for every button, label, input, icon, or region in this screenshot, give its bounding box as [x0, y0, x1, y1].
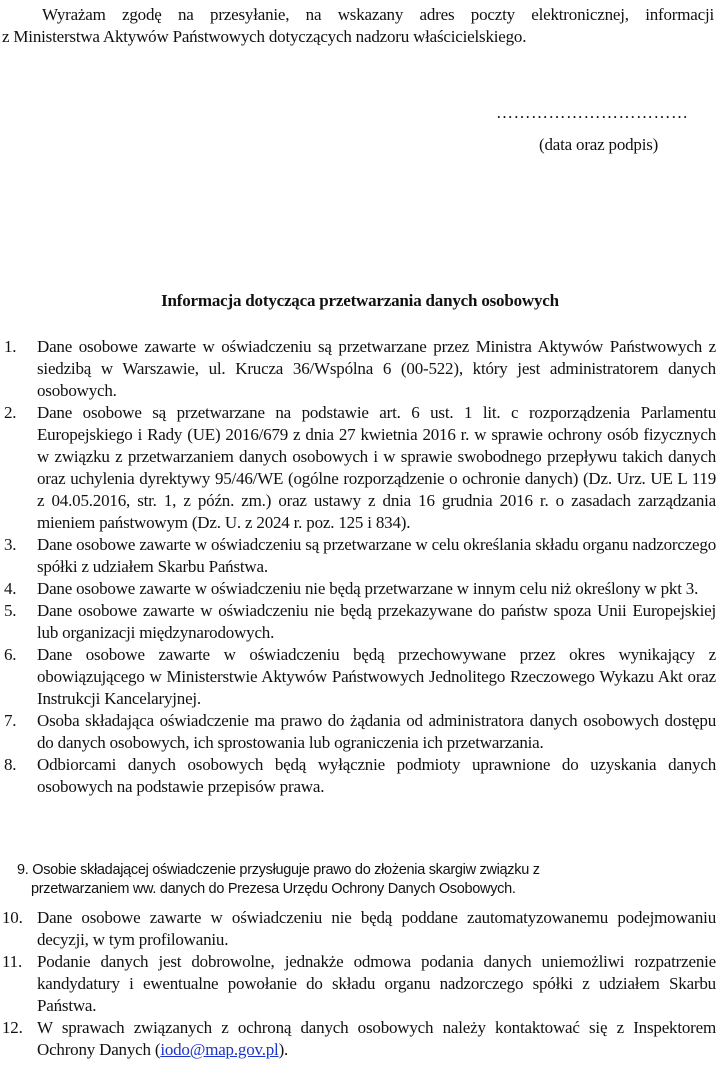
list-number: 10.	[2, 908, 23, 927]
list-item	[0, 600, 716, 644]
list-text: Dane osobowe zawarte w oświadczeniu są przetwarzane w celu określania składu organu nadzorczego spółki z udziałem Skarbu Państwa.	[37, 535, 716, 576]
list-text: Dane osobowe są przetwarzane na podstawie art. 6 ust. 1 lit. c rozporządzenia Parlamentu Europejskiego i Rady (UE) 2016/679 z dnia 27 kwietnia 2016 r. w sprawie ochrony osób fizycznych w związku z przetwarzaniem danych osobowych i w sprawie swobodnego przepływu takich danych oraz uchylenia dyrektywy 95/46/WE (ogólne rozporządzenie o ochronie danych) (Dz. Urz. UE L 119 z 04.05.2016, str. 1, z późn. zm.) oraz ustawy z dnia 16 grudnia 2016 r. o zasadach zarządzania mieniem państwowym (Dz. U. z 2024 r. poz. 125 i 834).	[37, 403, 716, 532]
consent-line-2: z Ministerstwa Aktywów Państwowych dotyczących nadzoru właścicielskiego.	[2, 27, 527, 46]
list-text: Podanie danych jest dobrowolne, jednakże odmowa podania danych uniemożliwi rozpatrzenie kandydatury i ewentualne powołanie do składu organu nadzorczego spółki z udziałem Skarbu Państwa.	[37, 952, 716, 1015]
list-number: 7.	[4, 711, 17, 730]
list-number: 12.	[2, 1018, 23, 1037]
consent-line-1: Wyrażam zgodę na przesyłanie, na wskazany adres poczty elektronicznej, informacji	[42, 5, 714, 24]
list-item	[0, 578, 716, 600]
numbered-list-10-12	[0, 907, 716, 1061]
list-text: Osoba składająca oświadczenie ma prawo do żądania od administratora danych osobowych dostępu do danych osobowych, ich sprostowania lub ograniczenia ich przetwarzania.	[37, 711, 716, 752]
list-item	[0, 644, 716, 710]
list-item-9	[17, 861, 657, 899]
list-text: Dane osobowe zawarte w oświadczeniu są przetwarzane przez Ministra Aktywów Państwowych z siedzibą w Warszawie, ul. Krucza 36/Wspólna 6 (00-522), który jest administratorem danych osobowych.	[37, 337, 716, 400]
list-item	[0, 336, 716, 402]
list-item	[0, 754, 716, 798]
numbered-list-1-8	[0, 336, 716, 798]
list-text: Odbiorcami danych osobowych będą wyłącznie podmioty uprawnione do uzyskania danych osobowych na podstawie przepisów prawa.	[37, 755, 716, 796]
list-text	[37, 1017, 716, 1061]
list-item	[0, 907, 716, 951]
list-text: Dane osobowe zawarte w oświadczeniu nie będą przekazywane do państw spoza Unii Europejskiej lub organizacji międzynarodowych.	[37, 601, 716, 642]
contact-text-end: ).	[278, 1040, 289, 1059]
section-heading: Informacja dotycząca przetwarzania danych osobowych	[161, 291, 559, 310]
contact-text: W sprawach związanych z ochroną danych osobowych należy kontaktować się z Inspektorem Ochrony Danych (	[37, 1018, 716, 1059]
list-item	[0, 402, 716, 534]
signature-caption: (data oraz podpis)	[539, 135, 659, 154]
list-number: 1.	[4, 337, 17, 356]
list-text: Dane osobowe zawarte w oświadczeniu nie będą przetwarzane w innym celu niż określony w pkt 3.	[37, 579, 699, 598]
list-number: 8.	[4, 755, 17, 774]
consent-statement	[2, 4, 714, 48]
list-number: 5.	[4, 601, 17, 620]
list-item	[0, 534, 716, 578]
list-item-9-line-2: przetwarzaniem ww. danych do Prezesa Urzędu Ochrony Danych Osobowych.	[31, 881, 516, 897]
signature-line: ……………………………	[496, 103, 689, 122]
list-number: 2.	[4, 403, 17, 422]
list-text: Dane osobowe zawarte w oświadczeniu nie będą poddane zautomatyzowanemu podejmowaniu decyzji, w tym profilowaniu.	[37, 908, 716, 949]
list-item	[0, 951, 716, 1017]
list-number: 4.	[4, 579, 17, 598]
list-item	[0, 710, 716, 754]
list-item-9-line-1: 9. Osobie składającej oświadczenie przysługuje prawo do złożenia skargiw związku z	[17, 862, 540, 878]
list-text: Dane osobowe zawarte w oświadczeniu będą przechowywane przez okres wynikający z obowiązującego w Ministerstwie Aktywów Państwowych Jednolitego Rzeczowego Wykazu Akt oraz Instrukcji Kancelaryjnej.	[37, 645, 716, 708]
list-number: 11.	[2, 952, 23, 971]
list-number: 6.	[4, 645, 17, 664]
list-item-12	[0, 1017, 716, 1061]
list-number: 3.	[4, 535, 17, 554]
email-link[interactable]: iodo@map.gov.pl	[160, 1040, 279, 1059]
